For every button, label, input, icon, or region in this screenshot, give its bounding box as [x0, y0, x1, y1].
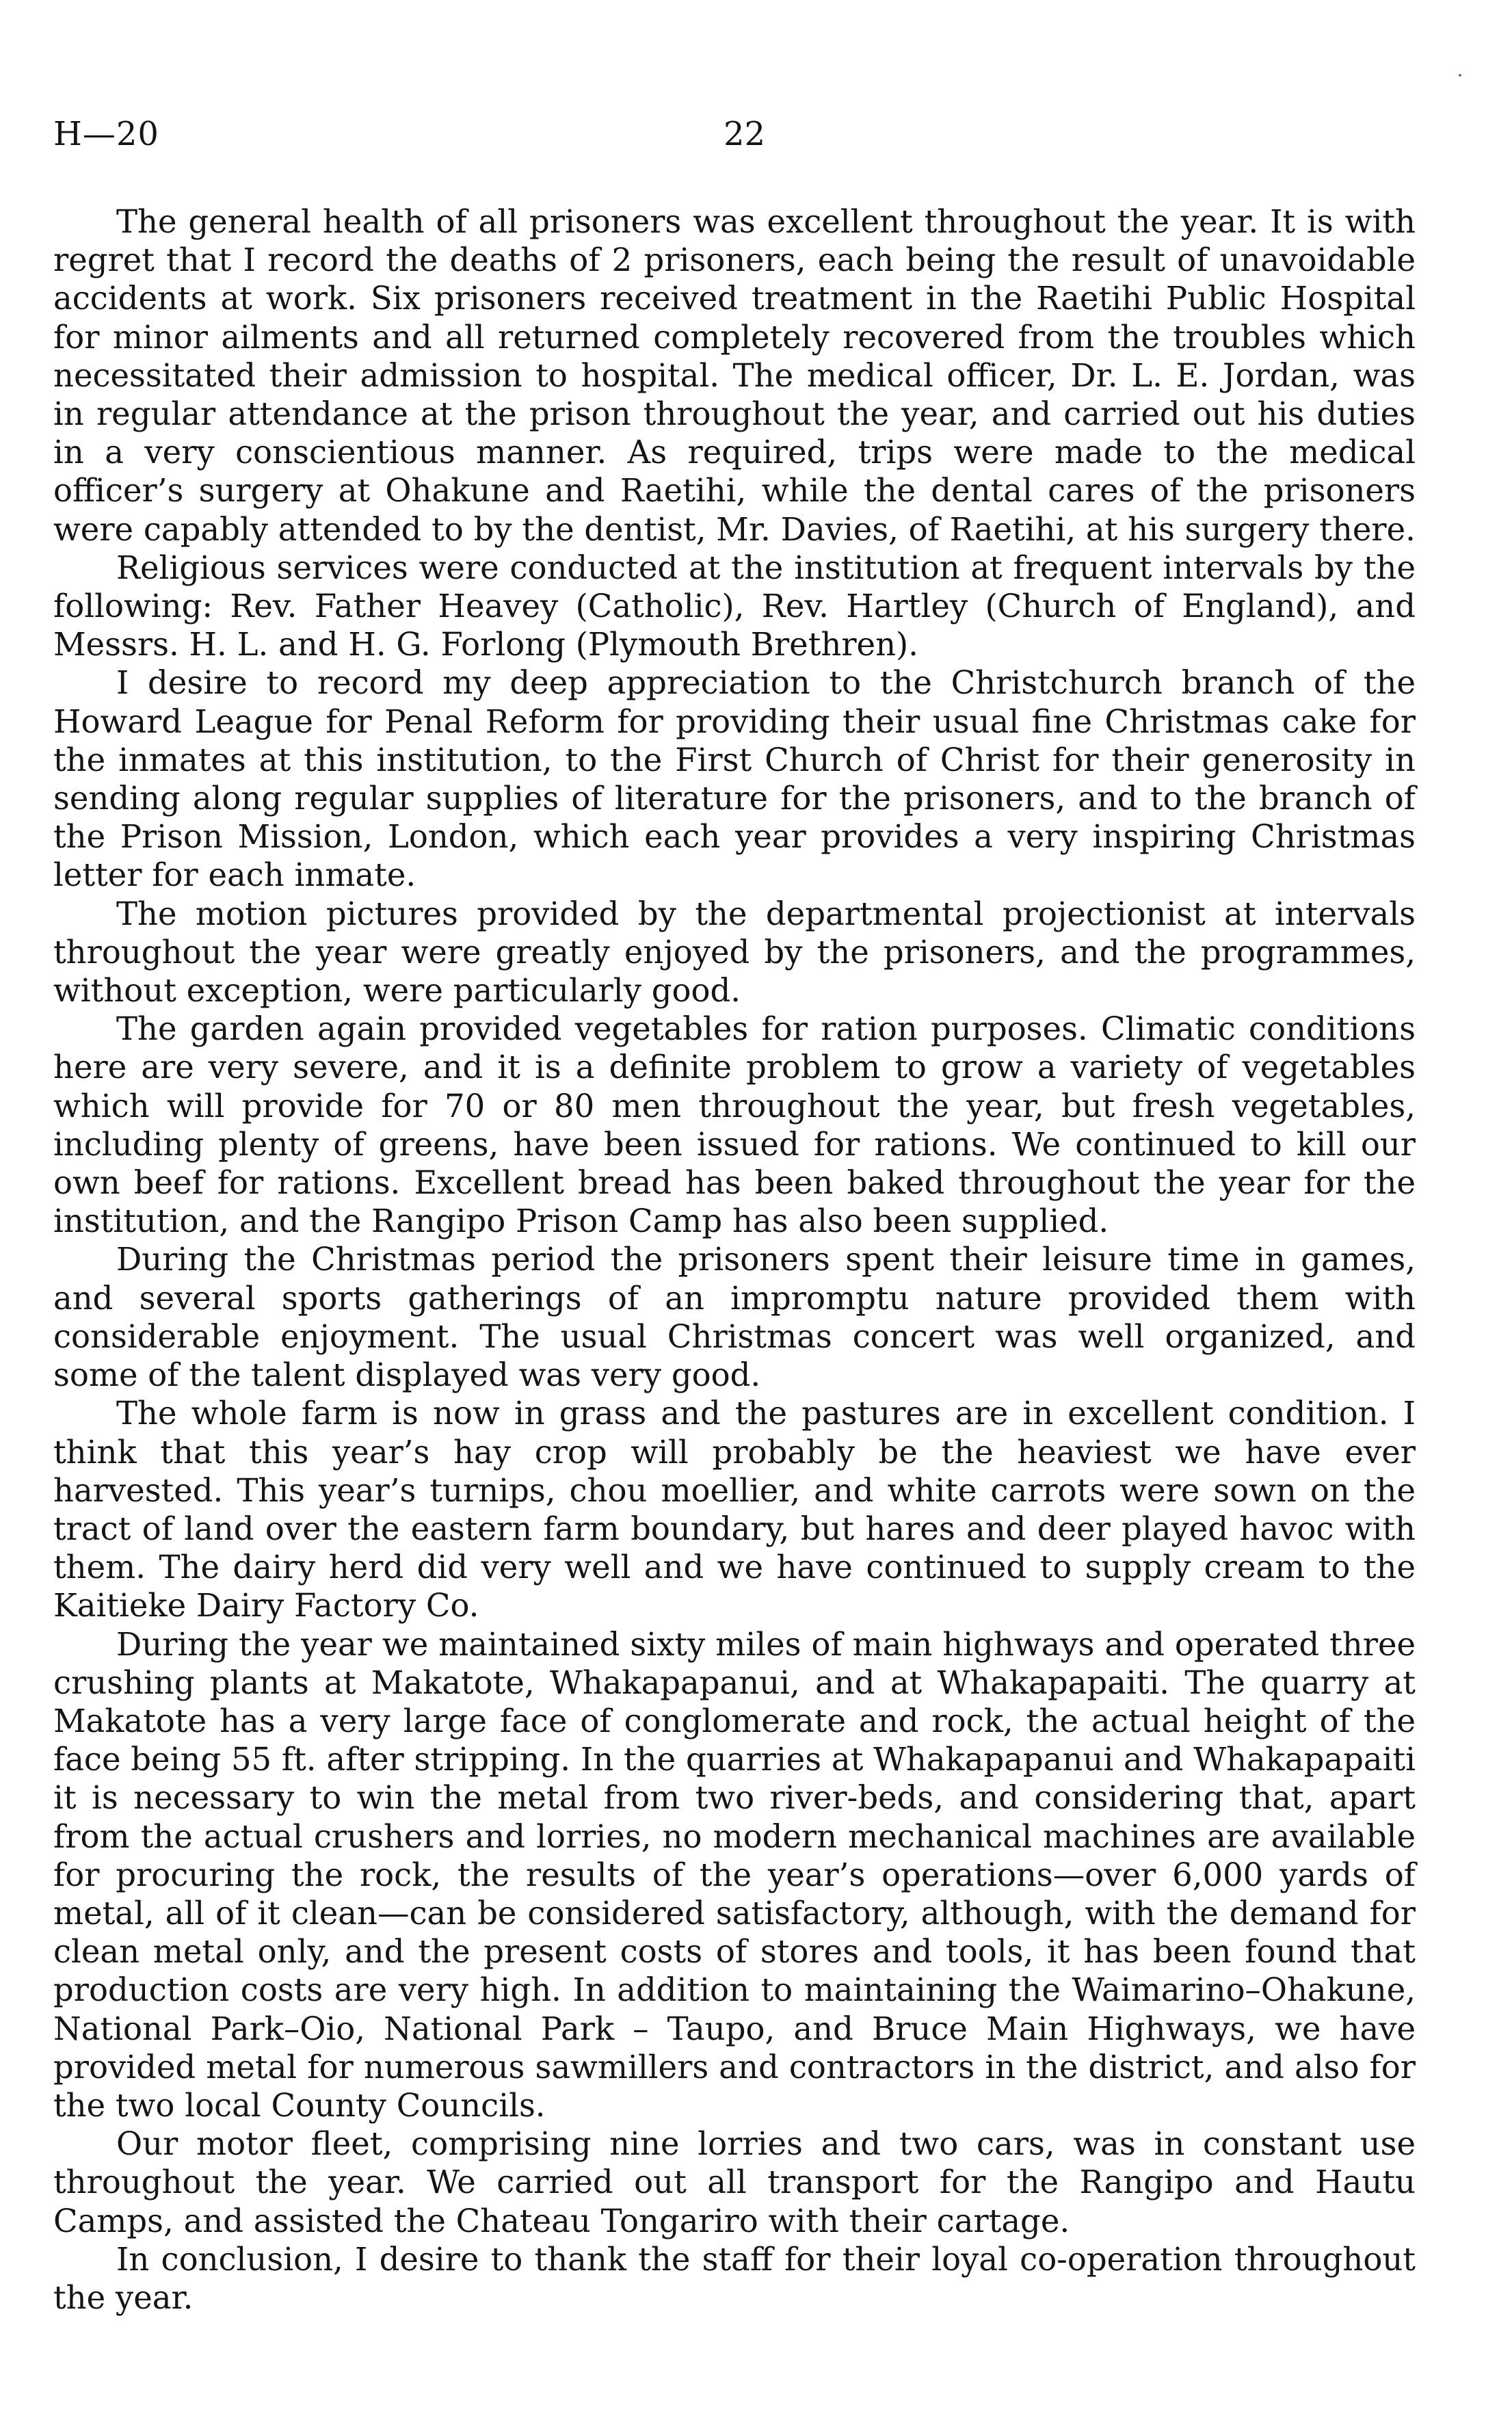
paragraph-health: The general health of all prisoners was excellent throughout the year. It is with regret that I record the deaths of 2 prisoners, each being the result of unavoidable accidents at work. Six prisoners received treatment in the Raetihi Public Hospital for minor ailments and all returned completely recovered from the troubles which necessitated their admission to hospital. The medical officer, Dr. L. E. Jordan, was in regular attendance at the prison throughout the year, and carried out his duties in a very conscientious manner. As required, trips were made to the medical officer’s surgery at Ohakune and Raetihi, while the dental cares of the prisoners were capably attended to by the dentist, Mr. Davies, of Raetihi, at his surgery there.: [53, 203, 1416, 548]
paragraph-garden: The garden again provided vegetables for ration purposes. Climatic conditions here are very severe, and it is a definite problem to grow a variety of vegetables which will provide for 70 or 80 men throughout the year, but fresh vegetables, including plenty of greens, have been issued for rations. We continued to kill our own beef for rations. Excellent bread has been baked throughout the year for the institution, and the Rangipo Prison Camp has also been supplied.: [53, 1010, 1416, 1240]
paragraph-farm: The whole farm is now in grass and the pastures are in excellent condition. I think that this year’s hay crop will probably be the heaviest we have ever harvested. This year’s turnips, chou moellier, and white carrots were sown on the tract of land over the eastern farm boundary, but hares and deer played havoc with them. The dairy herd did very well and we have continued to supply cream to the Kaitieke Dairy Factory Co.: [53, 1395, 1416, 1625]
margin-speck: [1459, 74, 1461, 77]
paragraph-motor-fleet: Our motor fleet, comprising nine lorries and two cars, was in constant use throughout the year. We carried out all transport for the Rangipo and Hautu Camps, and assisted the Chateau Tongariro with their cartage.: [53, 2125, 1416, 2239]
paragraph-conclusion: In conclusion, I desire to thank the staff for their loyal co-operation throughout the year.: [53, 2240, 1416, 2316]
paragraph-highways: During the year we maintained sixty miles of main highways and operated three crushing plants at Makatote, Whakapapanui, and at Whakapapaiti. The quarry at Makatote has a very large face of conglomerate and rock, the actual height of the face being 55 ft. after stripping. In the quarries at Whakapapanui and Whakapapaiti it is necessary to win the metal from two river-beds, and considering that, apart from the actual crushers and lorries, no modern mechanical machines are available for procuring the rock, the results of the year’s operations—over 6,000 yards of metal, all of it clean—can be considered satisfactory, although, with the demand for clean metal only, and the present costs of stores and tools, it has been found that production costs are very high. In addition to maintaining the Waimarino–Ohakune, National Park–Oio, National Park – Taupo, and Bruce Main Highways, we have provided metal for numerous sawmillers and contractors in the district, and also for the two local County Councils.: [53, 1625, 1416, 2124]
document-reference: H—20: [53, 115, 159, 153]
paragraph-motion-pictures: The motion pictures provided by the departmental projectionist at intervals throughout the year were greatly enjoyed by the prisoners, and the programmes, without exception, were particularly good.: [53, 895, 1416, 1010]
paragraph-christmas: During the Christmas period the prisoners spent their leisure time in games, and several sports gatherings of an impromptu nature provided them with considerable enjoyment. The usual Christmas concert was well organized, and some of the talent displayed was very good.: [53, 1241, 1416, 1394]
page-header: [48, 115, 1409, 163]
report-body: [53, 202, 1416, 2317]
paragraph-appreciation: I desire to record my deep appreciation to the Christchurch branch of the Howard League for Penal Reform for providing their usual fine Christmas cake for the inmates at this institution, to the First Church of Christ for their generosity in sending along regular supplies of literature for the prisoners, and to the branch of the Prison Mission, London, which each year provides a very inspiring Christmas letter for each inmate.: [53, 664, 1416, 894]
paragraph-religious-services: Religious services were conducted at the institution at frequent intervals by the following: Rev. Father Heavey (Catholic), Rev. Hartley (Church of England), and Messrs. H. L. and H. G. Forlong (Plymouth Brethren).: [53, 549, 1416, 663]
page-number: 22: [724, 115, 766, 153]
